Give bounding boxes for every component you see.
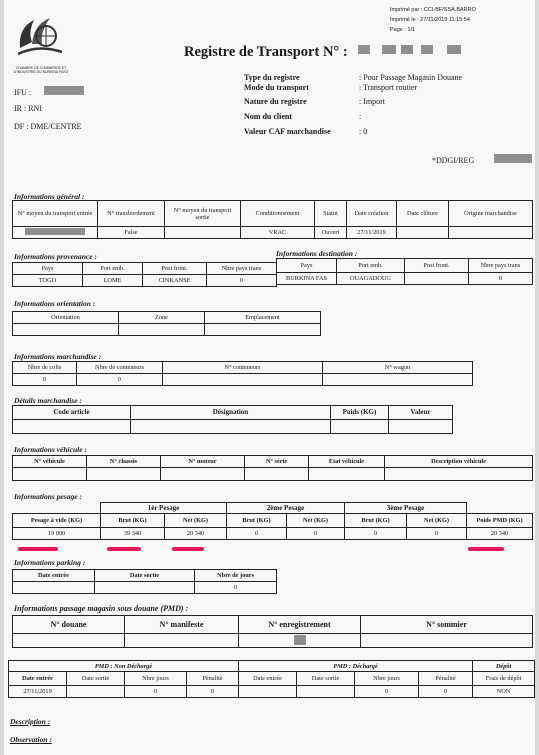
col-header: Port emb. bbox=[337, 259, 405, 273]
document-page bbox=[4, 0, 535, 755]
general-table bbox=[12, 200, 533, 239]
col-header: Pénalité bbox=[187, 672, 239, 686]
registry-nature: Nature du registre : Import bbox=[244, 97, 385, 106]
registry-caf: Valeur CAF marchandise : 0 bbox=[244, 127, 368, 136]
col-header: N° sommier bbox=[361, 616, 533, 634]
redaction-block bbox=[294, 635, 306, 645]
highlight-mark bbox=[468, 547, 504, 551]
table-row bbox=[13, 324, 321, 336]
table-cell: TOGO bbox=[13, 275, 83, 287]
redaction-block bbox=[447, 45, 461, 54]
title-text: Registre de Transport N° : bbox=[184, 44, 348, 60]
table-cell bbox=[449, 227, 533, 239]
col-header: Date clôture bbox=[397, 201, 449, 227]
table-cell: 0 bbox=[407, 528, 467, 540]
table-cell: VRAC bbox=[241, 227, 315, 239]
col-header: Date entrée bbox=[9, 672, 67, 686]
parking-table bbox=[12, 569, 277, 594]
redaction-block bbox=[382, 45, 396, 54]
highlight-mark bbox=[107, 547, 141, 551]
col-header: N° série bbox=[245, 456, 309, 468]
table-row bbox=[277, 273, 533, 285]
description-label: Description : bbox=[10, 717, 51, 726]
table-cell: LOME bbox=[83, 275, 143, 287]
section-general-title: Informations général : bbox=[14, 192, 85, 201]
col-header: Pays bbox=[13, 263, 83, 275]
col-header: Nbre jours bbox=[355, 672, 419, 686]
table-cell bbox=[239, 686, 297, 698]
details-table bbox=[12, 405, 453, 434]
col-header: N° chassis bbox=[87, 456, 161, 468]
table-cell bbox=[165, 227, 241, 239]
table-cell: 0 bbox=[345, 528, 407, 540]
col-header: N° wagon bbox=[323, 362, 473, 374]
col-header: Net (KG) bbox=[407, 514, 467, 528]
group-header: Dépôt bbox=[473, 661, 535, 672]
col-header: Post front. bbox=[143, 263, 207, 275]
table-cell: BURKINA FAS bbox=[277, 273, 337, 285]
page-number: Page : 1/1 bbox=[390, 27, 416, 33]
section-provenance-title: Informations provenance : bbox=[14, 252, 97, 261]
registry-mode: Mode du transport : Transport routier bbox=[244, 83, 418, 92]
table-cell: 0 bbox=[227, 528, 287, 540]
table-cell: 19 000 bbox=[13, 528, 101, 540]
marchandise-table bbox=[12, 361, 473, 386]
division-label: DF : DME/CENTRE bbox=[14, 122, 82, 131]
ir-label: IR : RNI bbox=[14, 104, 42, 113]
table-row bbox=[13, 528, 533, 540]
col-header: Date sortie bbox=[297, 672, 355, 686]
group-header: PMD : Déchargé bbox=[239, 661, 473, 672]
registry-client: Nom du client : bbox=[244, 112, 362, 121]
section-marchandise-title: Informations marchandise : bbox=[14, 352, 102, 361]
ifu-label: IFU : bbox=[14, 88, 32, 97]
col-header: Désignation bbox=[131, 406, 331, 420]
col-header: Net (KG) bbox=[287, 514, 345, 528]
col-header: Origine marchandise bbox=[449, 201, 533, 227]
col-header: Nbre jours bbox=[125, 672, 187, 686]
col-header: Date sortie bbox=[95, 570, 195, 582]
section-pesage-title: Informations pesage : bbox=[14, 492, 82, 501]
redaction-block bbox=[421, 45, 433, 54]
col-header: Nbre de colis bbox=[13, 362, 77, 374]
col-header: Etat véhicule bbox=[309, 456, 385, 468]
table-cell bbox=[163, 374, 323, 386]
orientation-table bbox=[12, 311, 321, 336]
col-header: Conditionnement bbox=[241, 201, 315, 227]
table-cell: 0 bbox=[419, 686, 473, 698]
table-cell: OUAGADOUG bbox=[337, 273, 405, 285]
table-row bbox=[13, 374, 473, 386]
section-parking-title: Informations parking : bbox=[14, 558, 86, 567]
table-cell bbox=[239, 634, 361, 648]
table-cell: 0 bbox=[469, 273, 533, 285]
observation-label: Observation : bbox=[10, 735, 52, 744]
redaction-block bbox=[494, 154, 532, 163]
table-row bbox=[13, 227, 533, 239]
group-header: PMD : Non Déchargé bbox=[9, 661, 239, 672]
col-header: Orientation bbox=[13, 312, 119, 324]
table-row bbox=[13, 468, 533, 481]
table-row bbox=[13, 582, 277, 594]
page-title bbox=[184, 44, 348, 61]
col-header: Poids PMD (KG) bbox=[467, 514, 533, 528]
table-cell: False bbox=[98, 227, 165, 239]
col-header: N° moteur bbox=[161, 456, 245, 468]
col-header: N° moyen du transport entrée bbox=[13, 201, 98, 227]
table-cell: 0 bbox=[195, 582, 277, 594]
col-header: Emplacement bbox=[205, 312, 321, 324]
table-cell: 20 340 bbox=[165, 528, 227, 540]
table-cell: Ouvert bbox=[315, 227, 347, 239]
col-header: N° enregistrement bbox=[239, 616, 361, 634]
provenance-table bbox=[12, 262, 277, 287]
vehicule-table bbox=[12, 455, 533, 481]
col-header: Date sortie bbox=[67, 672, 125, 686]
printed-by: Imprimé par : CCI-BF/SSA.BARRO bbox=[390, 7, 476, 13]
pmd-table bbox=[12, 615, 533, 648]
table-row bbox=[9, 686, 535, 698]
redaction-block bbox=[358, 45, 370, 54]
table-cell: 0 bbox=[187, 686, 239, 698]
table-cell bbox=[13, 227, 98, 239]
col-header: Frais de dépôt bbox=[473, 672, 535, 686]
section-vehicule-title: Informations véhicule : bbox=[14, 445, 87, 454]
section-orientation-title: Informations orientation : bbox=[14, 299, 96, 308]
group-header: 1èr Pesage bbox=[101, 503, 227, 514]
col-header: Nbre de conteneurs bbox=[77, 362, 163, 374]
table-cell bbox=[95, 582, 195, 594]
table-cell: NON bbox=[473, 686, 535, 698]
col-header: Port emb. bbox=[83, 263, 143, 275]
col-header: Net (KG) bbox=[165, 514, 227, 528]
col-header: Description véhicule bbox=[385, 456, 533, 468]
col-header: Date entrée bbox=[239, 672, 297, 686]
table-cell bbox=[323, 374, 473, 386]
redaction-block bbox=[401, 45, 413, 54]
section-details-title: Détails marchandise : bbox=[14, 396, 82, 405]
highlight-mark bbox=[172, 547, 204, 551]
pesage-table bbox=[12, 502, 533, 540]
col-header: Statut bbox=[315, 201, 347, 227]
table-cell: 39 340 bbox=[101, 528, 165, 540]
table-cell bbox=[405, 273, 469, 285]
registry-type: Type du registre : Pour Passage Magasin Douane bbox=[244, 73, 463, 82]
redaction-block bbox=[44, 86, 84, 95]
table-cell: 0 bbox=[125, 686, 187, 698]
table-cell: 0 bbox=[77, 374, 163, 386]
pmd-status-table bbox=[8, 660, 535, 698]
table-cell: 27/11/2019 bbox=[9, 686, 67, 698]
table-cell: 0 bbox=[13, 374, 77, 386]
cci-logo-icon bbox=[10, 8, 68, 66]
col-header: Brut (KG) bbox=[345, 514, 407, 528]
col-header: Post front. bbox=[405, 259, 469, 273]
table-row bbox=[13, 420, 453, 434]
redaction-block bbox=[25, 228, 85, 235]
table-cell: 0 bbox=[355, 686, 419, 698]
printed-on: Imprimé le : 27/11/2019 11:15:54 bbox=[390, 17, 470, 23]
col-header: N° moyen du transport sortie bbox=[165, 201, 241, 227]
table-cell bbox=[13, 582, 95, 594]
table-cell bbox=[297, 686, 355, 698]
destination-table bbox=[276, 258, 533, 285]
col-header: N° véhicule bbox=[13, 456, 87, 468]
group-header: 3ème Pesage bbox=[345, 503, 467, 514]
table-cell: CINKANSE bbox=[143, 275, 207, 287]
table-cell bbox=[67, 686, 125, 698]
section-pmd-title: Informations passage magasin sous douane (PMD) : bbox=[14, 604, 189, 613]
table-cell: 27/11/2019 bbox=[347, 227, 397, 239]
col-header: Date entrée bbox=[13, 570, 95, 582]
col-header: Poids (KG) bbox=[331, 406, 389, 420]
table-cell: 20 340 bbox=[467, 528, 533, 540]
col-header: Brut (KG) bbox=[101, 514, 165, 528]
table-row bbox=[13, 275, 277, 287]
col-header: Nbre pays trans bbox=[207, 263, 277, 275]
col-header: N° manifeste bbox=[125, 616, 239, 634]
col-header: Nbre pays trans bbox=[469, 259, 533, 273]
logo-caption: CHAMBRE DE COMMERCE ET D'INDUSTRIE DU BURKINA FASO bbox=[13, 66, 69, 74]
col-header: Date création bbox=[347, 201, 397, 227]
table-cell: 0 bbox=[207, 275, 277, 287]
col-header: N° douane bbox=[13, 616, 125, 634]
highlight-mark bbox=[18, 547, 58, 551]
col-header: Brut (KG) bbox=[227, 514, 287, 528]
table-cell bbox=[397, 227, 449, 239]
col-header: Code article bbox=[13, 406, 131, 420]
table-row bbox=[13, 634, 533, 648]
col-header: N° transbordement bbox=[98, 201, 165, 227]
col-header: Pesage à vide (KG) bbox=[13, 514, 101, 528]
col-header: Nbre de jours bbox=[195, 570, 277, 582]
table-cell: 0 bbox=[287, 528, 345, 540]
col-header: N° conteneurs bbox=[163, 362, 323, 374]
col-header: Zone bbox=[119, 312, 205, 324]
group-header: 2ème Pesage bbox=[227, 503, 345, 514]
registry-reference: *DDGI/REG bbox=[432, 156, 475, 165]
col-header: Pénalité bbox=[419, 672, 473, 686]
col-header: Valeur bbox=[389, 406, 453, 420]
col-header: Pays bbox=[277, 259, 337, 273]
section-destination-title: Informations destination : bbox=[276, 249, 358, 258]
